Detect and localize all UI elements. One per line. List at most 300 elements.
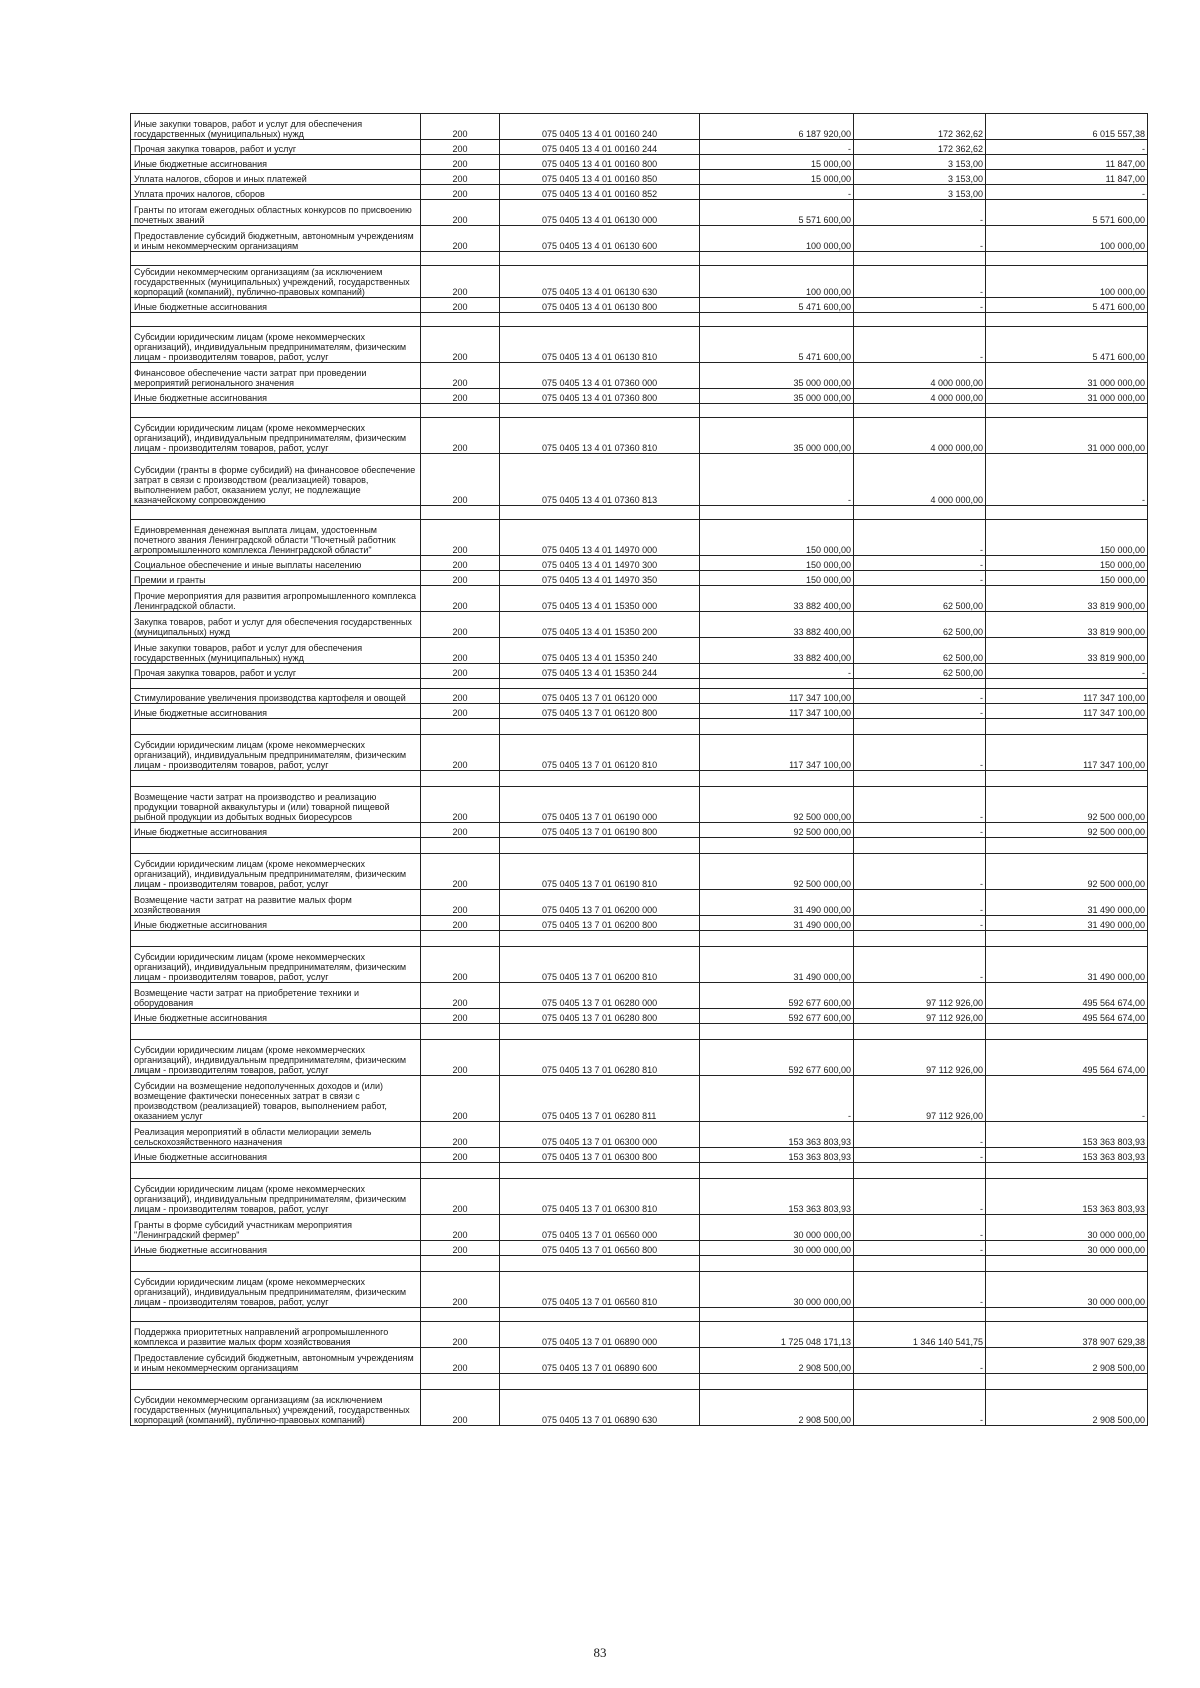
row-executed-amount-cell: 97 112 926,00 xyxy=(854,1076,986,1122)
row-classification-code-cell: 075 0405 13 7 01 06300 800 xyxy=(500,1148,700,1163)
row-assigned-amount-cell: 30 000 000,00 xyxy=(700,1272,854,1308)
row-classification-code-cell: 075 0405 13 4 01 00160 850 xyxy=(500,170,700,185)
table-row xyxy=(131,947,1148,983)
spacer-cell xyxy=(131,1374,421,1390)
spacer-cell xyxy=(421,1163,500,1179)
row-spacer xyxy=(131,931,1148,947)
row-name-cell: Субсидии юридическим лицам (кроме некоммерческих организаций), индивидуальным предпринимателям, физическим лицам - производителям товаров, работ, услуг xyxy=(131,1040,421,1076)
row-classification-code-cell: 075 0405 13 7 01 06560 810 xyxy=(500,1272,700,1308)
row-name-cell: Субсидии юридическим лицам (кроме некоммерческих организаций), индивидуальным предпринимателям, физическим лицам - производителям товаров, работ, услуг xyxy=(131,1179,421,1215)
row-code-cell: 200 xyxy=(421,266,500,298)
row-executed-amount-cell: - xyxy=(854,571,986,586)
row-remaining-amount-cell: 2 908 500,00 xyxy=(986,1390,1148,1426)
row-remaining-amount-cell: 5 571 600,00 xyxy=(986,200,1148,226)
row-executed-amount-cell: 97 112 926,00 xyxy=(854,983,986,1009)
row-executed-amount-cell: - xyxy=(854,947,986,983)
table-row xyxy=(131,1148,1148,1163)
row-remaining-amount-cell: 378 907 629,38 xyxy=(986,1322,1148,1348)
row-assigned-amount-cell: 35 000 000,00 xyxy=(700,363,854,389)
spacer-cell xyxy=(700,771,854,787)
row-assigned-amount-cell: 31 490 000,00 xyxy=(700,916,854,931)
row-classification-code-cell: 075 0405 13 7 01 06560 800 xyxy=(500,1241,700,1256)
row-assigned-amount-cell: - xyxy=(700,140,854,155)
row-classification-code-cell: 075 0405 13 7 01 06190 810 xyxy=(500,854,700,890)
row-spacer xyxy=(131,252,1148,266)
row-name-cell: Субсидии некоммерческим организациям (за исключением государственных (муниципальных) учреждений, государственных корпораций (компаний), публично-правовых компаний) xyxy=(131,1390,421,1426)
row-name-cell: Уплата прочих налогов, сборов xyxy=(131,185,421,200)
row-code-cell: 200 xyxy=(421,170,500,185)
row-name-cell: Прочая закупка товаров, работ и услуг xyxy=(131,664,421,679)
table-row xyxy=(131,664,1148,679)
row-code-cell: 200 xyxy=(421,140,500,155)
row-name-cell: Возмещение части затрат на приобретение техники и оборудования xyxy=(131,983,421,1009)
spacer-cell xyxy=(986,506,1148,520)
row-remaining-amount-cell: 153 363 803,93 xyxy=(986,1122,1148,1148)
table-row xyxy=(131,298,1148,313)
spacer-cell xyxy=(131,252,421,266)
row-name-cell: Иные бюджетные ассигнования xyxy=(131,1009,421,1024)
table-row xyxy=(131,1009,1148,1024)
spacer-cell xyxy=(854,679,986,689)
row-name-cell: Уплата налогов, сборов и иных платежей xyxy=(131,170,421,185)
row-classification-code-cell: 075 0405 13 4 01 00160 244 xyxy=(500,140,700,155)
row-code-cell: 200 xyxy=(421,1040,500,1076)
table-row xyxy=(131,327,1148,363)
row-classification-code-cell: 075 0405 13 4 01 00160 800 xyxy=(500,155,700,170)
row-executed-amount-cell: 4 000 000,00 xyxy=(854,454,986,506)
spacer-cell xyxy=(986,1374,1148,1390)
row-name-cell: Возмещение части затрат на развитие малых форм хозяйствования xyxy=(131,890,421,916)
row-classification-code-cell: 075 0405 13 4 01 07360 000 xyxy=(500,363,700,389)
spacer-cell xyxy=(421,404,500,418)
table-row xyxy=(131,890,1148,916)
row-code-cell: 200 xyxy=(421,947,500,983)
spacer-cell xyxy=(700,931,854,947)
spacer-cell xyxy=(131,931,421,947)
spacer-cell xyxy=(854,252,986,266)
table-row xyxy=(131,1390,1148,1426)
spacer-cell xyxy=(986,404,1148,418)
spacer-cell xyxy=(500,679,700,689)
row-executed-amount-cell: - xyxy=(854,556,986,571)
row-remaining-amount-cell: 31 490 000,00 xyxy=(986,890,1148,916)
row-classification-code-cell: 075 0405 13 7 01 06300 810 xyxy=(500,1179,700,1215)
row-code-cell: 200 xyxy=(421,327,500,363)
row-name-cell: Реализация мероприятий в области мелиорации земель сельскохозяйственного назначения xyxy=(131,1122,421,1148)
table-row xyxy=(131,155,1148,170)
page-number: 83 xyxy=(593,1645,607,1660)
row-code-cell: 200 xyxy=(421,1179,500,1215)
row-assigned-amount-cell: 92 500 000,00 xyxy=(700,787,854,823)
table-row xyxy=(131,140,1148,155)
table-row xyxy=(131,1122,1148,1148)
spacer-cell xyxy=(131,506,421,520)
table-row xyxy=(131,612,1148,638)
row-executed-amount-cell: - xyxy=(854,1390,986,1426)
row-remaining-amount-cell: 150 000,00 xyxy=(986,556,1148,571)
spacer-cell xyxy=(421,1256,500,1272)
row-code-cell: 200 xyxy=(421,114,500,140)
row-name-cell: Субсидии юридическим лицам (кроме некоммерческих организаций), индивидуальным предпринимателям, физическим лицам - производителям товаров, работ, услуг xyxy=(131,735,421,771)
table-row xyxy=(131,586,1148,612)
spacer-cell xyxy=(421,313,500,327)
row-remaining-amount-cell: 117 347 100,00 xyxy=(986,704,1148,719)
row-code-cell: 200 xyxy=(421,520,500,556)
row-executed-amount-cell: - xyxy=(854,890,986,916)
row-remaining-amount-cell: 150 000,00 xyxy=(986,571,1148,586)
row-executed-amount-cell: 97 112 926,00 xyxy=(854,1040,986,1076)
row-name-cell: Иные закупки товаров, работ и услуг для обеспечения государственных (муниципальных) нужд xyxy=(131,638,421,664)
row-executed-amount-cell: - xyxy=(854,1241,986,1256)
spacer-cell xyxy=(700,1163,854,1179)
spacer-cell xyxy=(986,1308,1148,1322)
row-assigned-amount-cell: 153 363 803,93 xyxy=(700,1122,854,1148)
spacer-cell xyxy=(854,771,986,787)
row-code-cell: 200 xyxy=(421,1241,500,1256)
spacer-cell xyxy=(131,679,421,689)
row-assigned-amount-cell: 30 000 000,00 xyxy=(700,1241,854,1256)
row-code-cell: 200 xyxy=(421,586,500,612)
row-assigned-amount-cell: 5 571 600,00 xyxy=(700,200,854,226)
row-spacer xyxy=(131,1374,1148,1390)
row-executed-amount-cell: - xyxy=(854,1348,986,1374)
table-row xyxy=(131,556,1148,571)
row-name-cell: Иные бюджетные ассигнования xyxy=(131,155,421,170)
spacer-cell xyxy=(500,931,700,947)
row-code-cell: 200 xyxy=(421,735,500,771)
row-classification-code-cell: 075 0405 13 7 01 06280 800 xyxy=(500,1009,700,1024)
row-executed-amount-cell: 62 500,00 xyxy=(854,638,986,664)
row-name-cell: Гранты в форме субсидий участникам мероприятия "Ленинградский фермер" xyxy=(131,1215,421,1241)
row-classification-code-cell: 075 0405 13 7 01 06120 800 xyxy=(500,704,700,719)
table-row xyxy=(131,1179,1148,1215)
table-row xyxy=(131,185,1148,200)
row-classification-code-cell: 075 0405 13 4 01 06130 630 xyxy=(500,266,700,298)
row-executed-amount-cell: 3 153,00 xyxy=(854,185,986,200)
spacer-cell xyxy=(500,1374,700,1390)
table-row xyxy=(131,689,1148,704)
row-classification-code-cell: 075 0405 13 4 01 07360 813 xyxy=(500,454,700,506)
row-name-cell: Премии и гранты xyxy=(131,571,421,586)
row-remaining-amount-cell: 5 471 600,00 xyxy=(986,298,1148,313)
row-assigned-amount-cell: 31 490 000,00 xyxy=(700,947,854,983)
table-row xyxy=(131,170,1148,185)
spacer-cell xyxy=(700,313,854,327)
row-remaining-amount-cell: 153 363 803,93 xyxy=(986,1148,1148,1163)
row-assigned-amount-cell: 592 677 600,00 xyxy=(700,983,854,1009)
row-assigned-amount-cell: 33 882 400,00 xyxy=(700,638,854,664)
spacer-cell xyxy=(421,931,500,947)
spacer-cell xyxy=(700,1308,854,1322)
spacer-cell xyxy=(700,1374,854,1390)
row-executed-amount-cell: - xyxy=(854,1215,986,1241)
table-row xyxy=(131,266,1148,298)
row-assigned-amount-cell: 33 882 400,00 xyxy=(700,612,854,638)
spacer-cell xyxy=(131,771,421,787)
row-executed-amount-cell: 62 500,00 xyxy=(854,612,986,638)
row-assigned-amount-cell: 153 363 803,93 xyxy=(700,1179,854,1215)
row-name-cell: Субсидии юридическим лицам (кроме некоммерческих организаций), индивидуальным предпринимателям, физическим лицам - производителям товаров, работ, услуг xyxy=(131,418,421,454)
spacer-cell xyxy=(500,404,700,418)
row-assigned-amount-cell: 2 908 500,00 xyxy=(700,1390,854,1426)
row-spacer xyxy=(131,313,1148,327)
row-remaining-amount-cell: 100 000,00 xyxy=(986,266,1148,298)
row-assigned-amount-cell: 33 882 400,00 xyxy=(700,586,854,612)
table-row xyxy=(131,454,1148,506)
table-row xyxy=(131,787,1148,823)
spacer-cell xyxy=(131,313,421,327)
spacer-cell xyxy=(700,679,854,689)
spacer-cell xyxy=(700,1256,854,1272)
row-name-cell: Субсидии (гранты в форме субсидий) на финансовое обеспечение затрат в связи с производством (реализацией) товаров, выполнением работ, оказанием услуг, не подлежащие казначейскому сопровождению xyxy=(131,454,421,506)
row-assigned-amount-cell: - xyxy=(700,454,854,506)
row-remaining-amount-cell: 117 347 100,00 xyxy=(986,735,1148,771)
row-classification-code-cell: 075 0405 13 7 01 06190 800 xyxy=(500,823,700,838)
row-assigned-amount-cell: 92 500 000,00 xyxy=(700,823,854,838)
spacer-cell xyxy=(421,252,500,266)
row-executed-amount-cell: 3 153,00 xyxy=(854,155,986,170)
row-remaining-amount-cell: 5 471 600,00 xyxy=(986,327,1148,363)
row-remaining-amount-cell: 495 564 674,00 xyxy=(986,1009,1148,1024)
spacer-cell xyxy=(986,719,1148,735)
spacer-cell xyxy=(500,1024,700,1040)
row-code-cell: 200 xyxy=(421,916,500,931)
row-name-cell: Прочая закупка товаров, работ и услуг xyxy=(131,140,421,155)
row-code-cell: 200 xyxy=(421,1322,500,1348)
row-remaining-amount-cell: 30 000 000,00 xyxy=(986,1272,1148,1308)
row-code-cell: 200 xyxy=(421,1348,500,1374)
row-classification-code-cell: 075 0405 13 7 01 06200 810 xyxy=(500,947,700,983)
row-executed-amount-cell: 4 000 000,00 xyxy=(854,389,986,404)
row-classification-code-cell: 075 0405 13 4 01 00160 852 xyxy=(500,185,700,200)
row-assigned-amount-cell: 150 000,00 xyxy=(700,556,854,571)
row-remaining-amount-cell: 30 000 000,00 xyxy=(986,1241,1148,1256)
row-assigned-amount-cell: 153 363 803,93 xyxy=(700,1148,854,1163)
row-remaining-amount-cell: 30 000 000,00 xyxy=(986,1215,1148,1241)
spacer-cell xyxy=(421,1374,500,1390)
spacer-cell xyxy=(986,1256,1148,1272)
spacer-cell xyxy=(854,719,986,735)
row-code-cell: 200 xyxy=(421,1009,500,1024)
row-remaining-amount-cell: 31 000 000,00 xyxy=(986,389,1148,404)
row-spacer xyxy=(131,771,1148,787)
row-remaining-amount-cell: 92 500 000,00 xyxy=(986,787,1148,823)
row-code-cell: 200 xyxy=(421,200,500,226)
spacer-cell xyxy=(500,1256,700,1272)
row-code-cell: 200 xyxy=(421,556,500,571)
table-row xyxy=(131,1241,1148,1256)
row-classification-code-cell: 075 0405 13 7 01 06890 630 xyxy=(500,1390,700,1426)
row-name-cell: Иные бюджетные ассигнования xyxy=(131,823,421,838)
row-code-cell: 200 xyxy=(421,704,500,719)
row-assigned-amount-cell: 31 490 000,00 xyxy=(700,890,854,916)
row-executed-amount-cell: - xyxy=(854,1179,986,1215)
row-executed-amount-cell: 172 362,62 xyxy=(854,140,986,155)
table-row xyxy=(131,823,1148,838)
table-row xyxy=(131,571,1148,586)
row-classification-code-cell: 075 0405 13 4 01 06130 600 xyxy=(500,226,700,252)
row-name-cell: Субсидии юридическим лицам (кроме некоммерческих организаций), индивидуальным предпринимателям, физическим лицам - производителям товаров, работ, услуг xyxy=(131,1272,421,1308)
row-code-cell: 200 xyxy=(421,418,500,454)
row-code-cell: 200 xyxy=(421,298,500,313)
row-name-cell: Социальное обеспечение и иные выплаты населению xyxy=(131,556,421,571)
row-classification-code-cell: 075 0405 13 7 01 06890 000 xyxy=(500,1322,700,1348)
row-assigned-amount-cell: - xyxy=(700,1076,854,1122)
row-assigned-amount-cell: 35 000 000,00 xyxy=(700,418,854,454)
row-spacer xyxy=(131,838,1148,854)
spacer-cell xyxy=(421,771,500,787)
row-assigned-amount-cell: - xyxy=(700,664,854,679)
row-executed-amount-cell: - xyxy=(854,704,986,719)
table-row xyxy=(131,638,1148,664)
row-executed-amount-cell: 4 000 000,00 xyxy=(854,418,986,454)
row-executed-amount-cell: - xyxy=(854,266,986,298)
spacer-cell xyxy=(854,1163,986,1179)
row-remaining-amount-cell: 31 000 000,00 xyxy=(986,418,1148,454)
row-remaining-amount-cell: 11 847,00 xyxy=(986,170,1148,185)
spacer-cell xyxy=(500,506,700,520)
row-spacer xyxy=(131,1308,1148,1322)
row-executed-amount-cell: - xyxy=(854,520,986,556)
row-classification-code-cell: 075 0405 13 4 01 15350 244 xyxy=(500,664,700,679)
row-code-cell: 200 xyxy=(421,612,500,638)
row-remaining-amount-cell: 33 819 900,00 xyxy=(986,586,1148,612)
table-row xyxy=(131,1348,1148,1374)
row-remaining-amount-cell: - xyxy=(986,664,1148,679)
table-row xyxy=(131,704,1148,719)
spacer-cell xyxy=(500,1163,700,1179)
table-row xyxy=(131,1272,1148,1308)
table-row xyxy=(131,200,1148,226)
row-name-cell: Иные закупки товаров, работ и услуг для обеспечения государственных (муниципальных) нужд xyxy=(131,114,421,140)
row-name-cell: Стимулирование увеличения производства картофеля и овощей xyxy=(131,689,421,704)
row-classification-code-cell: 075 0405 13 7 01 06560 000 xyxy=(500,1215,700,1241)
table-row xyxy=(131,114,1148,140)
row-name-cell: Субсидии юридическим лицам (кроме некоммерческих организаций), индивидуальным предпринимателям, физическим лицам - производителям товаров, работ, услуг xyxy=(131,947,421,983)
row-spacer xyxy=(131,1256,1148,1272)
spacer-cell xyxy=(131,719,421,735)
row-executed-amount-cell: 62 500,00 xyxy=(854,664,986,679)
row-remaining-amount-cell: 31 000 000,00 xyxy=(986,363,1148,389)
row-assigned-amount-cell: 117 347 100,00 xyxy=(700,704,854,719)
table-row xyxy=(131,363,1148,389)
row-code-cell: 200 xyxy=(421,1076,500,1122)
row-executed-amount-cell: - xyxy=(854,916,986,931)
table-row xyxy=(131,1076,1148,1122)
row-code-cell: 200 xyxy=(421,664,500,679)
table-row xyxy=(131,735,1148,771)
row-code-cell: 200 xyxy=(421,1148,500,1163)
row-executed-amount-cell: - xyxy=(854,735,986,771)
table-row xyxy=(131,1322,1148,1348)
row-classification-code-cell: 075 0405 13 4 01 14970 350 xyxy=(500,571,700,586)
row-executed-amount-cell: - xyxy=(854,854,986,890)
spacer-cell xyxy=(986,1024,1148,1040)
row-assigned-amount-cell: 117 347 100,00 xyxy=(700,689,854,704)
spacer-cell xyxy=(421,719,500,735)
spacer-cell xyxy=(131,1163,421,1179)
row-assigned-amount-cell: 15 000,00 xyxy=(700,155,854,170)
table-row xyxy=(131,389,1148,404)
row-classification-code-cell: 075 0405 13 4 01 15350 000 xyxy=(500,586,700,612)
row-code-cell: 200 xyxy=(421,638,500,664)
row-code-cell: 200 xyxy=(421,155,500,170)
row-code-cell: 200 xyxy=(421,1122,500,1148)
spacer-cell xyxy=(854,404,986,418)
row-assigned-amount-cell: 1 725 048 171,13 xyxy=(700,1322,854,1348)
row-remaining-amount-cell: - xyxy=(986,1076,1148,1122)
row-remaining-amount-cell: 31 490 000,00 xyxy=(986,916,1148,931)
row-assigned-amount-cell: 5 471 600,00 xyxy=(700,298,854,313)
row-classification-code-cell: 075 0405 13 7 01 06890 600 xyxy=(500,1348,700,1374)
row-remaining-amount-cell: - xyxy=(986,140,1148,155)
row-code-cell: 200 xyxy=(421,983,500,1009)
row-classification-code-cell: 075 0405 13 7 01 06280 000 xyxy=(500,983,700,1009)
spacer-cell xyxy=(986,252,1148,266)
row-name-cell: Предоставление субсидий бюджетным, автономным учреждениям и иным некоммерческим организациям xyxy=(131,1348,421,1374)
row-code-cell: 200 xyxy=(421,787,500,823)
row-executed-amount-cell: 3 153,00 xyxy=(854,170,986,185)
table-row xyxy=(131,916,1148,931)
row-code-cell: 200 xyxy=(421,226,500,252)
row-remaining-amount-cell: 117 347 100,00 xyxy=(986,689,1148,704)
row-assigned-amount-cell: 2 908 500,00 xyxy=(700,1348,854,1374)
row-remaining-amount-cell: 150 000,00 xyxy=(986,520,1148,556)
row-remaining-amount-cell: 495 564 674,00 xyxy=(986,1040,1148,1076)
row-executed-amount-cell: - xyxy=(854,689,986,704)
row-executed-amount-cell: - xyxy=(854,1272,986,1308)
row-code-cell: 200 xyxy=(421,689,500,704)
row-name-cell: Субсидии юридическим лицам (кроме некоммерческих организаций), индивидуальным предпринимателям, физическим лицам - производителям товаров, работ, услуг xyxy=(131,327,421,363)
row-spacer xyxy=(131,719,1148,735)
spacer-cell xyxy=(854,1308,986,1322)
row-classification-code-cell: 075 0405 13 4 01 14970 300 xyxy=(500,556,700,571)
row-name-cell: Иные бюджетные ассигнования xyxy=(131,389,421,404)
row-remaining-amount-cell: 153 363 803,93 xyxy=(986,1179,1148,1215)
row-name-cell: Предоставление субсидий бюджетным, автономным учреждениям и иным некоммерческим организациям xyxy=(131,226,421,252)
spacer-cell xyxy=(421,679,500,689)
row-classification-code-cell: 075 0405 13 7 01 06200 000 xyxy=(500,890,700,916)
row-remaining-amount-cell: 6 015 557,38 xyxy=(986,114,1148,140)
row-code-cell: 200 xyxy=(421,571,500,586)
spacer-cell xyxy=(421,1308,500,1322)
table-row xyxy=(131,418,1148,454)
row-name-cell: Единовременная денежная выплата лицам, удостоенным почетного звания Ленинградской области "Почетный работник агропромышленного комплекса Ленинградской области" xyxy=(131,520,421,556)
row-code-cell: 200 xyxy=(421,1215,500,1241)
row-classification-code-cell: 075 0405 13 7 01 06200 800 xyxy=(500,916,700,931)
table-row xyxy=(131,520,1148,556)
spacer-cell xyxy=(854,838,986,854)
row-code-cell: 200 xyxy=(421,890,500,916)
row-executed-amount-cell: - xyxy=(854,1148,986,1163)
row-remaining-amount-cell: 92 500 000,00 xyxy=(986,854,1148,890)
spacer-cell xyxy=(131,404,421,418)
row-name-cell: Поддержка приоритетных направлений агропромышленного комплекса и развитие малых форм хозяйствования xyxy=(131,1322,421,1348)
table-row xyxy=(131,226,1148,252)
table-row xyxy=(131,854,1148,890)
row-classification-code-cell: 075 0405 13 4 01 15350 240 xyxy=(500,638,700,664)
spacer-cell xyxy=(700,1024,854,1040)
row-name-cell: Субсидии на возмещение недополученных доходов и (или) возмещение фактически понесенных затрат в связи с производством (реализацией) товаров, выполнением работ, оказанием услуг xyxy=(131,1076,421,1122)
row-executed-amount-cell: - xyxy=(854,298,986,313)
row-executed-amount-cell: 4 000 000,00 xyxy=(854,363,986,389)
spacer-cell xyxy=(131,1308,421,1322)
row-spacer xyxy=(131,679,1148,689)
row-code-cell: 200 xyxy=(421,823,500,838)
row-remaining-amount-cell: 31 490 000,00 xyxy=(986,947,1148,983)
row-executed-amount-cell: - xyxy=(854,823,986,838)
row-executed-amount-cell: 1 346 140 541,75 xyxy=(854,1322,986,1348)
